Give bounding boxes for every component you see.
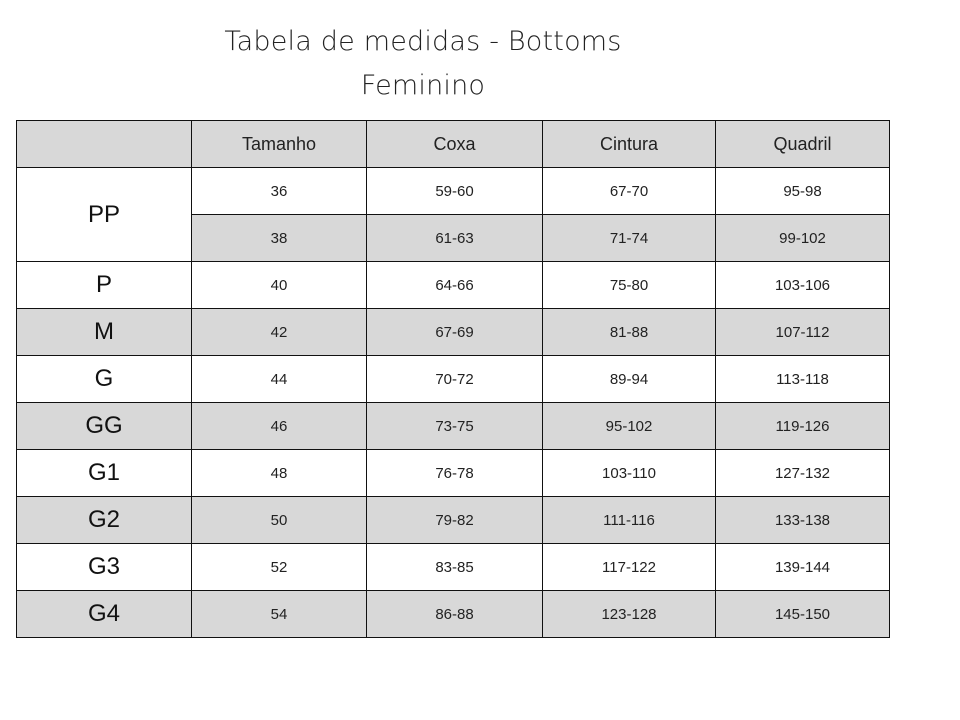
size-label-cell: G3 bbox=[17, 544, 192, 591]
cintura-cell: 103-110 bbox=[543, 450, 716, 497]
cintura-cell: 89-94 bbox=[543, 356, 716, 403]
coxa-cell: 83-85 bbox=[367, 544, 543, 591]
tamanho-cell: 54 bbox=[192, 591, 367, 638]
table-row bbox=[17, 309, 890, 356]
table-row bbox=[17, 497, 890, 544]
size-label-cell: G bbox=[17, 356, 192, 403]
table-row bbox=[17, 591, 890, 638]
tamanho-cell: 36 bbox=[192, 168, 367, 215]
coxa-cell: 64-66 bbox=[367, 262, 543, 309]
header-cintura: Cintura bbox=[543, 121, 716, 168]
cintura-cell: 75-80 bbox=[543, 262, 716, 309]
quadril-cell: 139-144 bbox=[716, 544, 890, 591]
coxa-cell: 76-78 bbox=[367, 450, 543, 497]
tamanho-cell: 38 bbox=[192, 215, 367, 262]
header-coxa: Coxa bbox=[367, 121, 543, 168]
size-table bbox=[16, 120, 890, 638]
table-header-row bbox=[17, 121, 890, 168]
table-row bbox=[17, 544, 890, 591]
coxa-cell: 61-63 bbox=[367, 215, 543, 262]
size-label-cell: G4 bbox=[17, 591, 192, 638]
tamanho-cell: 52 bbox=[192, 544, 367, 591]
cintura-cell: 67-70 bbox=[543, 168, 716, 215]
coxa-cell: 73-75 bbox=[367, 403, 543, 450]
coxa-cell: 79-82 bbox=[367, 497, 543, 544]
quadril-cell: 99-102 bbox=[716, 215, 890, 262]
page-subtitle: Feminino bbox=[360, 70, 486, 101]
size-label-cell: M bbox=[17, 309, 192, 356]
size-label-cell: PP bbox=[17, 168, 192, 262]
cintura-cell: 81-88 bbox=[543, 309, 716, 356]
quadril-cell: 107-112 bbox=[716, 309, 890, 356]
quadril-cell: 127-132 bbox=[716, 450, 890, 497]
table-row bbox=[17, 403, 890, 450]
tamanho-cell: 48 bbox=[192, 450, 367, 497]
table-row bbox=[17, 168, 890, 215]
table-row bbox=[17, 450, 890, 497]
cintura-cell: 71-74 bbox=[543, 215, 716, 262]
header-tamanho: Tamanho bbox=[192, 121, 367, 168]
coxa-cell: 67-69 bbox=[367, 309, 543, 356]
cintura-cell: 111-116 bbox=[543, 497, 716, 544]
coxa-cell: 59-60 bbox=[367, 168, 543, 215]
quadril-cell: 145-150 bbox=[716, 591, 890, 638]
tamanho-cell: 44 bbox=[192, 356, 367, 403]
page-title: Tabela de medidas - Bottoms bbox=[224, 26, 622, 57]
coxa-cell: 86-88 bbox=[367, 591, 543, 638]
size-label-cell: G1 bbox=[17, 450, 192, 497]
quadril-cell: 103-106 bbox=[716, 262, 890, 309]
quadril-cell: 119-126 bbox=[716, 403, 890, 450]
header-empty-cell bbox=[17, 121, 192, 168]
table-row bbox=[17, 262, 890, 309]
size-label-cell: G2 bbox=[17, 497, 192, 544]
tamanho-cell: 42 bbox=[192, 309, 367, 356]
size-label-cell: GG bbox=[17, 403, 192, 450]
cintura-cell: 95-102 bbox=[543, 403, 716, 450]
quadril-cell: 113-118 bbox=[716, 356, 890, 403]
quadril-cell: 95-98 bbox=[716, 168, 890, 215]
tamanho-cell: 40 bbox=[192, 262, 367, 309]
coxa-cell: 70-72 bbox=[367, 356, 543, 403]
tamanho-cell: 50 bbox=[192, 497, 367, 544]
tamanho-cell: 46 bbox=[192, 403, 367, 450]
header-quadril: Quadril bbox=[716, 121, 890, 168]
cintura-cell: 123-128 bbox=[543, 591, 716, 638]
quadril-cell: 133-138 bbox=[716, 497, 890, 544]
cintura-cell: 117-122 bbox=[543, 544, 716, 591]
size-label-cell: P bbox=[17, 262, 192, 309]
table-row bbox=[17, 356, 890, 403]
